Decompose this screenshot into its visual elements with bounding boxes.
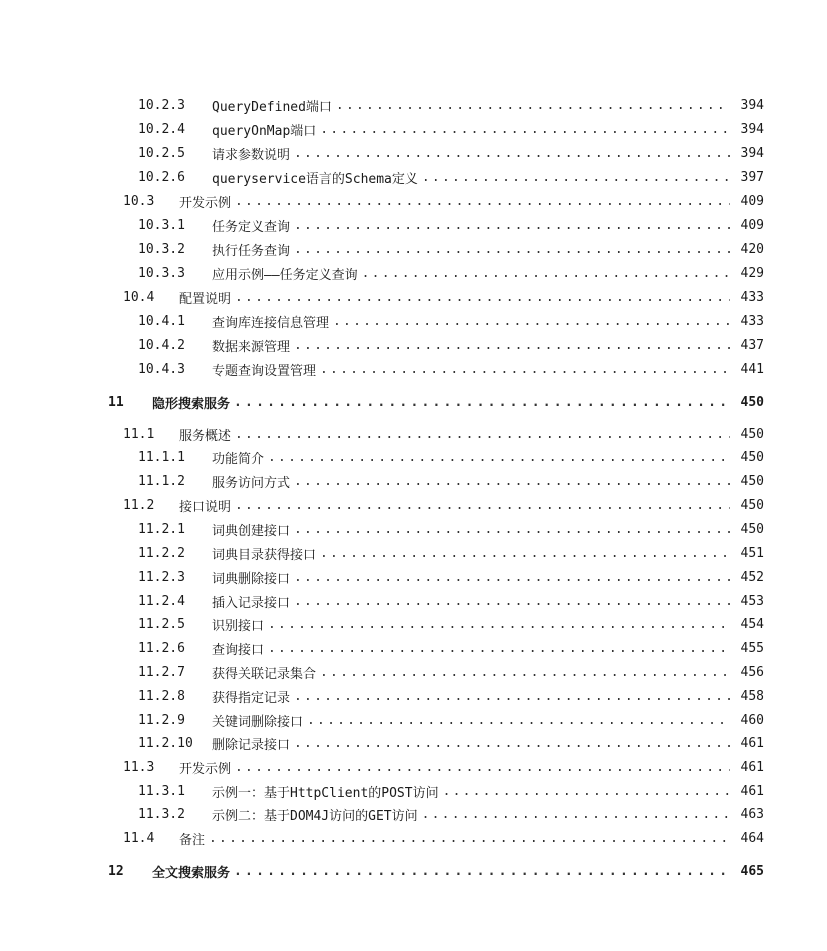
toc-entry[interactable] [138, 95, 764, 115]
toc-entry-page: 454 [740, 616, 764, 632]
toc-leader-dots [294, 146, 730, 161]
toc-entry-title: 任务定义查询 [212, 219, 291, 235]
toc-entry[interactable] [138, 567, 764, 587]
toc-entry-number: 11.3.1 [138, 783, 185, 799]
toc-entry-number: 10.4.1 [138, 313, 185, 329]
toc-entry-number: 11.2.7 [138, 664, 185, 680]
toc-entry-page: 420 [740, 241, 764, 257]
toc-entry-title: 备注 [179, 832, 206, 848]
toc-entry-page: 461 [740, 783, 764, 799]
toc-entry-page: 394 [740, 97, 764, 113]
toc-entry-page: 433 [740, 289, 764, 305]
toc-entry-page: 451 [740, 545, 764, 561]
toc-entry-page: 450 [740, 426, 764, 442]
toc-entry-title: 删除记录接口 [212, 737, 291, 753]
toc-entry-title: 服务概述 [179, 428, 232, 444]
toc-entry-page: 455 [740, 640, 764, 656]
toc-entry-number: 10.3 [123, 193, 155, 209]
toc-entry-number: 10.3.3 [138, 265, 185, 281]
toc-leader-dots [422, 807, 730, 822]
toc-entry[interactable] [123, 757, 764, 777]
toc-entry-title: 识别接口 [212, 618, 265, 634]
toc-entry-title: 执行任务查询 [212, 243, 291, 259]
toc-entry[interactable] [138, 543, 764, 563]
toc-entry-number: 11.2.6 [138, 640, 185, 656]
toc-entry-title: 插入记录接口 [212, 595, 291, 611]
toc-entry-title: 示例一：基于HttpClient的POST访问 [212, 785, 439, 801]
toc-entry[interactable] [138, 614, 764, 634]
toc-entry-page: 464 [740, 830, 764, 846]
toc-entry-number: 11.2.8 [138, 688, 185, 704]
toc-entry-number: 11.2.4 [138, 593, 185, 609]
toc-leader-dots [333, 314, 730, 329]
toc-entry-page: 394 [740, 145, 764, 161]
toc-leader-dots [294, 218, 730, 233]
toc-entry-title: QueryDefined端口 [212, 99, 332, 115]
toc-entry[interactable] [108, 861, 764, 881]
toc-entry[interactable] [138, 733, 764, 753]
toc-entry[interactable] [138, 519, 764, 539]
toc-entry[interactable] [138, 686, 764, 706]
toc-entry-page: 394 [740, 121, 764, 137]
toc-entry-title: 关键词删除接口 [212, 714, 304, 730]
toc-entry[interactable] [123, 424, 764, 444]
toc-entry-page: 437 [740, 337, 764, 353]
toc-entry[interactable] [138, 239, 764, 259]
toc-leader-dots [294, 689, 730, 704]
toc-entry-title: 全文搜索服务 [152, 865, 231, 881]
toc-entry-page: 465 [740, 863, 764, 879]
toc-entry-number: 11.2.10 [138, 735, 193, 751]
toc-entry[interactable] [138, 143, 764, 163]
toc-leader-dots [235, 760, 730, 775]
toc-entry-number: 10.2.6 [138, 169, 185, 185]
toc-entry-page: 450 [740, 394, 764, 410]
toc-leader-dots [234, 395, 730, 410]
toc-entry[interactable] [138, 335, 764, 355]
toc-entry-number: 10.4 [123, 289, 155, 305]
toc-leader-dots [443, 784, 730, 799]
toc-entry-number: 10.3.2 [138, 241, 185, 257]
toc-entry[interactable] [138, 662, 764, 682]
toc-entry[interactable] [138, 638, 764, 658]
toc-entry-title: 词典创建接口 [212, 523, 291, 539]
toc-leader-dots [362, 266, 730, 281]
toc-leader-dots [235, 498, 730, 513]
toc-entry-page: 456 [740, 664, 764, 680]
toc-entry-number: 11.1.1 [138, 449, 185, 465]
toc-entry-page: 429 [740, 265, 764, 281]
toc-leader-dots [307, 713, 730, 728]
toc-entry-number: 11.1.2 [138, 473, 185, 489]
toc-leader-dots [294, 522, 730, 537]
toc-entry-number: 11.2.5 [138, 616, 185, 632]
toc-entry-title: 词典目录获得接口 [212, 547, 317, 563]
toc-entry[interactable] [123, 495, 764, 515]
toc-leader-dots [268, 641, 730, 656]
toc-entry-page: 452 [740, 569, 764, 585]
toc-entry[interactable] [123, 828, 764, 848]
toc-entry-title: 功能简介 [212, 451, 265, 467]
toc-entry[interactable] [123, 191, 764, 211]
toc-entry-title: 隐形搜索服务 [152, 396, 231, 412]
toc-entry-page: 460 [740, 712, 764, 728]
toc-entry[interactable] [138, 215, 764, 235]
toc-leader-dots [320, 546, 730, 561]
toc-entry-page: 409 [740, 217, 764, 233]
toc-leader-dots [268, 617, 730, 632]
toc-entry[interactable] [138, 263, 764, 283]
toc-entry-title: 开发示例 [179, 761, 232, 777]
toc-entry-page: 450 [740, 521, 764, 537]
toc-leader-dots [235, 427, 730, 442]
toc-leader-dots [294, 242, 730, 257]
toc-entry-number: 11.1 [123, 426, 155, 442]
toc-entry-title: 应用示例——任务定义查询 [212, 267, 358, 283]
toc-entry[interactable] [138, 311, 764, 331]
toc-entry-title: 请求参数说明 [212, 147, 291, 163]
toc-leader-dots [209, 831, 730, 846]
toc-entry[interactable] [138, 359, 764, 379]
toc-entry-title: queryservice语言的Schema定义 [212, 171, 418, 187]
toc-entry[interactable] [138, 591, 764, 611]
toc-entry-page: 450 [740, 449, 764, 465]
toc-entry-title: 获得指定记录 [212, 690, 291, 706]
toc-entry-number: 11.3.2 [138, 806, 185, 822]
toc-entry-number: 11.2.2 [138, 545, 185, 561]
toc-entry-title: 获得关联记录集合 [212, 666, 317, 682]
toc-entry[interactable] [138, 471, 764, 491]
toc-entry-page: 463 [740, 806, 764, 822]
toc-entry-page: 441 [740, 361, 764, 377]
toc-leader-dots [294, 594, 730, 609]
toc-entry-page: 453 [740, 593, 764, 609]
toc-leader-dots [336, 98, 730, 113]
toc-entry[interactable] [138, 167, 764, 187]
toc-entry-title: 配置说明 [179, 291, 232, 307]
toc-entry-number: 10.4.3 [138, 361, 185, 377]
toc-leader-dots [294, 338, 730, 353]
toc-entry[interactable] [138, 119, 764, 139]
toc-entry-number: 11.3 [123, 759, 155, 775]
toc-entry[interactable] [138, 781, 764, 801]
toc-entry-page: 458 [740, 688, 764, 704]
toc-entry-number: 11.2 [123, 497, 155, 513]
toc-entry-number: 10.3.1 [138, 217, 185, 233]
toc-entry-number: 11.2.3 [138, 569, 185, 585]
toc-entry-page: 450 [740, 497, 764, 513]
toc-entry-page: 397 [740, 169, 764, 185]
toc-entry-number: 10.2.5 [138, 145, 185, 161]
toc-entry-title: 开发示例 [179, 195, 232, 211]
toc-entry[interactable] [108, 392, 764, 412]
toc-entry[interactable] [123, 287, 764, 307]
toc-entry-title: 接口说明 [179, 499, 232, 515]
toc-entry-title: 数据来源管理 [212, 339, 291, 355]
toc-leader-dots [294, 570, 730, 585]
toc-leader-dots [294, 474, 730, 489]
toc-leader-dots [268, 450, 730, 465]
toc-leader-dots [320, 362, 730, 377]
toc-entry-number: 11 [108, 394, 124, 410]
toc-entry-title: 服务访问方式 [212, 475, 291, 491]
toc-entry-number: 10.4.2 [138, 337, 185, 353]
toc-entry-title: 查询库连接信息管理 [212, 315, 330, 331]
toc-leader-dots [235, 194, 730, 209]
toc-entry-title: 查询接口 [212, 642, 265, 658]
toc-entry-title: queryOnMap端口 [212, 123, 317, 139]
toc-entry-number: 11.2.1 [138, 521, 185, 537]
toc-entry-number: 10.2.3 [138, 97, 185, 113]
toc-entry-title: 词典删除接口 [212, 571, 291, 587]
toc-leader-dots [294, 736, 730, 751]
toc-leader-dots [235, 290, 730, 305]
toc-entry[interactable] [138, 447, 764, 467]
toc-entry-page: 461 [740, 759, 764, 775]
toc-leader-dots [320, 122, 730, 137]
toc-entry-title: 示例二：基于DOM4J访问的GET访问 [212, 808, 418, 824]
toc-entry-page: 409 [740, 193, 764, 209]
toc-entry-title: 专题查询设置管理 [212, 363, 317, 379]
toc-entry[interactable] [138, 804, 764, 824]
toc-entry-number: 10.2.4 [138, 121, 185, 137]
toc-entry[interactable] [138, 710, 764, 730]
toc-leader-dots [320, 665, 730, 680]
toc-leader-dots [422, 170, 730, 185]
toc-entry-number: 11.2.9 [138, 712, 185, 728]
toc-entry-page: 433 [740, 313, 764, 329]
toc-entry-page: 461 [740, 735, 764, 751]
toc-leader-dots [234, 864, 730, 879]
toc-entry-number: 11.4 [123, 830, 155, 846]
toc-entry-number: 12 [108, 863, 124, 879]
toc-entry-page: 450 [740, 473, 764, 489]
